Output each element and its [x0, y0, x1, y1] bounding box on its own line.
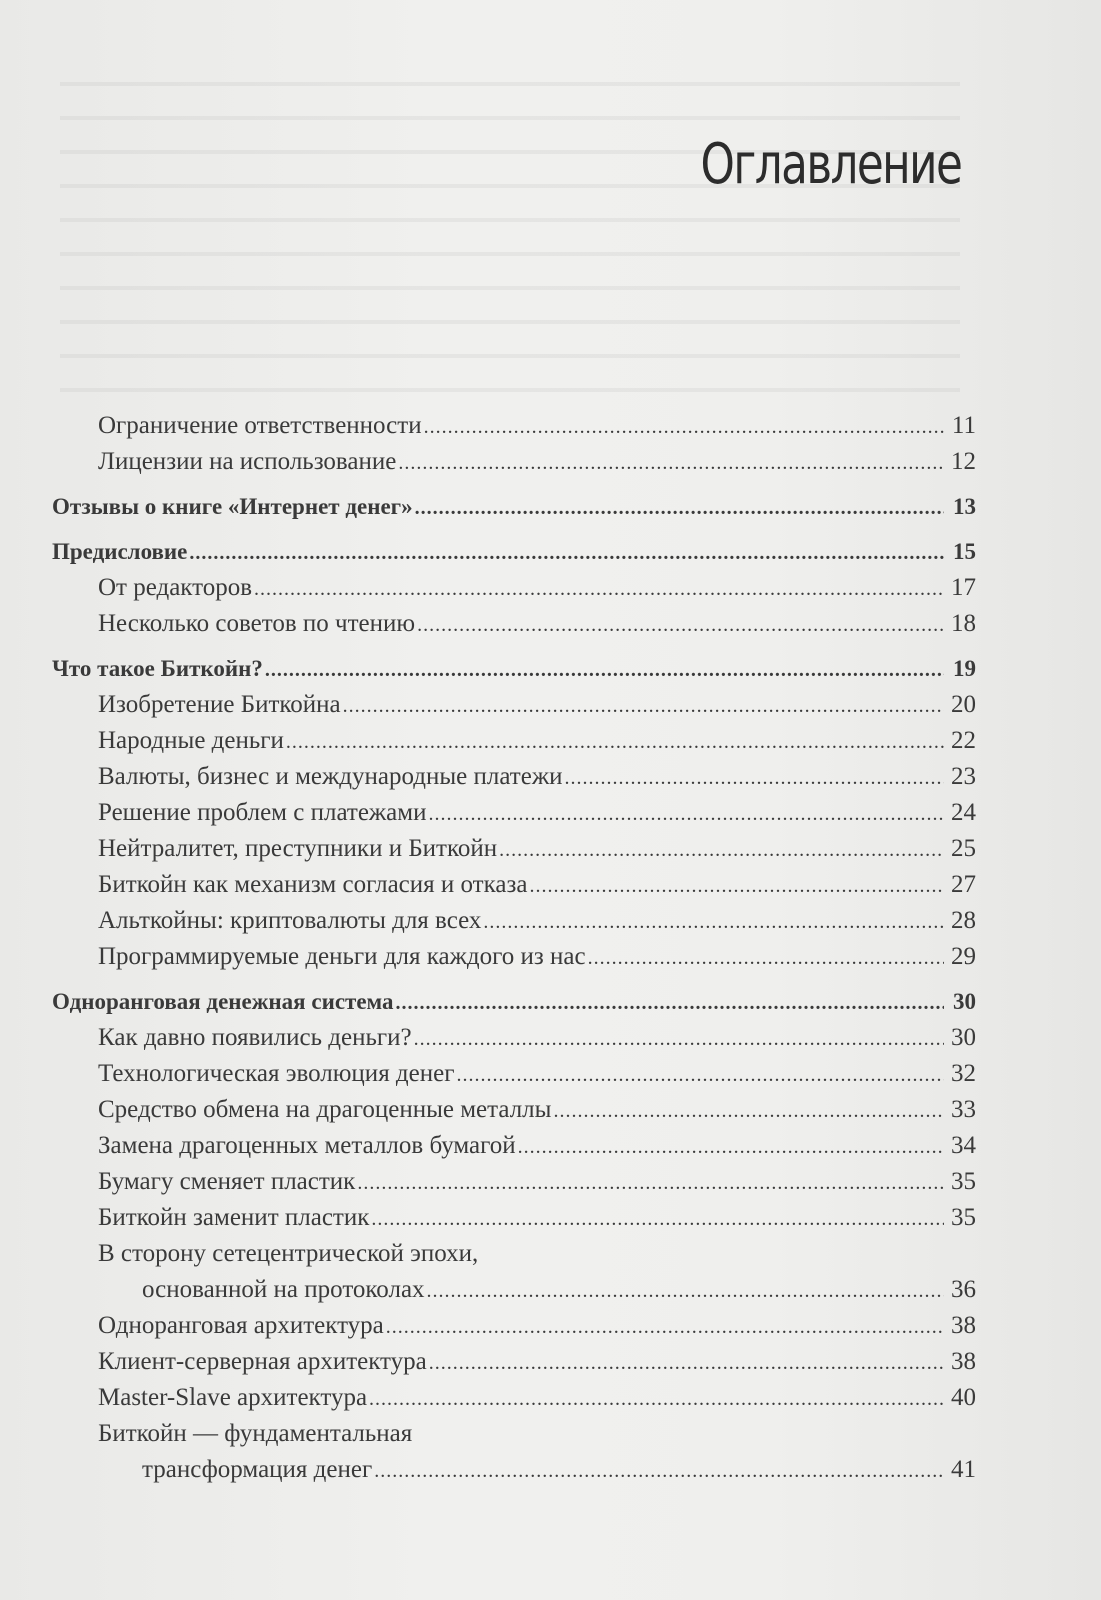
toc-entry	[52, 1020, 976, 1056]
bleed-through-text	[60, 60, 960, 400]
dot-leader	[529, 868, 944, 904]
toc-entry-label: Замена драгоценных металлов бумагой	[98, 1132, 516, 1159]
toc-section-label: Предисловие	[52, 539, 188, 564]
dot-leader	[564, 760, 944, 796]
toc-entry-label: Нейтралитет, преступники и Биткойн	[98, 835, 498, 862]
toc-section	[52, 984, 976, 1020]
toc-entry-label: Валюты, бизнес и международные платежи	[98, 763, 563, 790]
toc-entry	[52, 1380, 976, 1416]
toc-entry-label: Клиент-серверная архитектура	[98, 1348, 427, 1375]
page-title: Оглавление	[700, 132, 961, 197]
dot-leader	[265, 652, 944, 688]
toc-entry-label: Биткойн как механизм согласия и отказа	[98, 871, 528, 898]
dot-leader	[414, 1021, 944, 1057]
toc-entry	[52, 408, 976, 444]
toc-entry-label: Несколько советов по чтению	[98, 610, 416, 637]
toc-entry-label: Народные деньги	[98, 727, 284, 754]
dot-leader	[499, 832, 944, 868]
dot-leader	[424, 409, 944, 445]
toc-entry-page: 36	[951, 1276, 976, 1303]
toc-entry-page: 34	[951, 1132, 976, 1159]
toc-section	[52, 534, 976, 570]
toc-entry-label: Master-Slave архитектура	[98, 1384, 368, 1411]
dot-leader	[254, 571, 944, 607]
toc-entry	[52, 831, 976, 867]
toc-entry	[52, 570, 976, 606]
toc-entry-page: 22	[951, 727, 976, 754]
table-of-contents	[52, 408, 976, 1488]
dot-leader	[398, 445, 944, 481]
toc-entry	[52, 939, 976, 975]
toc-section-label: Отзывы о книге «Интернет денег»	[52, 494, 413, 519]
toc-entry	[52, 795, 976, 831]
toc-entry-label: Бумагу сменяет пластик	[98, 1168, 356, 1195]
toc-entry-label: В сторону сетецентрической эпохи,	[98, 1240, 479, 1267]
toc-entry-page: 35	[951, 1168, 976, 1195]
toc-entry-page: 24	[951, 799, 976, 826]
toc-entry	[52, 444, 976, 480]
toc-entry	[52, 1344, 976, 1380]
toc-entry-label: Одноранговая архитектура	[98, 1312, 384, 1339]
toc-entry-page: 12	[951, 448, 976, 475]
toc-entry-page: 32	[951, 1060, 976, 1087]
toc-section-page: 15	[953, 539, 976, 564]
toc-entry-page: 18	[951, 610, 976, 637]
toc-entry-page: 38	[951, 1312, 976, 1339]
toc-entry-page: 11	[951, 412, 976, 439]
toc-entry-page: 28	[951, 907, 976, 934]
toc-entry	[52, 723, 976, 759]
toc-entry	[52, 1128, 976, 1164]
dot-leader	[429, 1345, 944, 1381]
dot-leader	[189, 535, 944, 571]
dot-leader	[427, 1273, 944, 1309]
dot-leader	[417, 607, 944, 643]
toc-entry	[52, 903, 976, 939]
toc-entry-label: Изобретение Биткойна	[98, 691, 341, 718]
toc-entry-label: Биткойн — фундаментальная	[98, 1420, 413, 1447]
dot-leader	[374, 1453, 944, 1489]
toc-entry	[52, 1164, 976, 1200]
toc-section-label: Одноранговая денежная система	[52, 989, 394, 1014]
toc-entry-label: Лицензии на использование	[98, 448, 397, 475]
toc-entry-first-line	[52, 1416, 976, 1452]
dot-leader	[553, 1093, 944, 1129]
toc-entry	[52, 1308, 976, 1344]
toc-entry-page: 23	[951, 763, 976, 790]
dot-leader	[588, 940, 944, 976]
toc-entry-label: основанной на протоколах	[142, 1276, 425, 1303]
dot-leader	[386, 1309, 944, 1345]
toc-entry-page: 25	[951, 835, 976, 862]
toc-entry-label: Биткойн заменит пластик	[98, 1204, 370, 1231]
dot-leader	[343, 688, 944, 724]
toc-entry-label: Средство обмена на драгоценные металлы	[98, 1096, 552, 1123]
dot-leader	[483, 904, 944, 940]
toc-entry-page: 38	[951, 1348, 976, 1375]
toc-entry	[52, 867, 976, 903]
toc-entry	[52, 1092, 976, 1128]
dot-leader	[415, 490, 944, 526]
toc-entry	[52, 1056, 976, 1092]
toc-entry	[52, 1200, 976, 1236]
dot-leader	[396, 985, 944, 1021]
toc-entry-label: Программируемые деньги для каждого из нас	[98, 943, 586, 970]
toc-entry-page: 35	[951, 1204, 976, 1231]
toc-section-label: Что такое Биткойн?	[52, 656, 263, 681]
toc-entry-continuation	[52, 1452, 976, 1488]
toc-section	[52, 651, 976, 687]
toc-section-page: 13	[953, 494, 976, 519]
toc-entry-label: Как давно появились деньги?	[98, 1024, 412, 1051]
dot-leader	[357, 1165, 944, 1201]
toc-entry-page: 20	[951, 691, 976, 718]
dot-leader	[369, 1381, 944, 1417]
toc-entry-label: Технологическая эволюция денег	[98, 1060, 455, 1087]
toc-entry	[52, 606, 976, 642]
dot-leader	[456, 1057, 944, 1093]
toc-entry-page: 27	[951, 871, 976, 898]
toc-entry-continuation	[52, 1272, 976, 1308]
toc-entry-label: Альткойны: криптовалюты для всех	[98, 907, 482, 934]
toc-entry-page: 29	[951, 943, 976, 970]
dot-leader	[428, 796, 944, 832]
toc-section	[52, 489, 976, 525]
toc-entry-page: 40	[951, 1384, 976, 1411]
toc-section-page: 19	[953, 656, 976, 681]
toc-entry-label: Ограничение ответственности	[98, 412, 422, 439]
toc-entry	[52, 687, 976, 723]
toc-entry-first-line	[52, 1236, 976, 1272]
toc-entry-page: 41	[951, 1456, 976, 1483]
toc-entry-page: 33	[951, 1096, 976, 1123]
toc-entry-label: Решение проблем с платежами	[98, 799, 427, 826]
toc-section-page: 30	[953, 989, 976, 1014]
toc-entry-page: 17	[951, 574, 976, 601]
toc-entry	[52, 759, 976, 795]
toc-entry-label: От редакторов	[98, 574, 253, 601]
toc-entry-label: трансформация денег	[142, 1456, 373, 1483]
toc-entry-page: 30	[951, 1024, 976, 1051]
dot-leader	[371, 1201, 944, 1237]
dot-leader	[286, 724, 944, 760]
dot-leader	[518, 1129, 944, 1165]
